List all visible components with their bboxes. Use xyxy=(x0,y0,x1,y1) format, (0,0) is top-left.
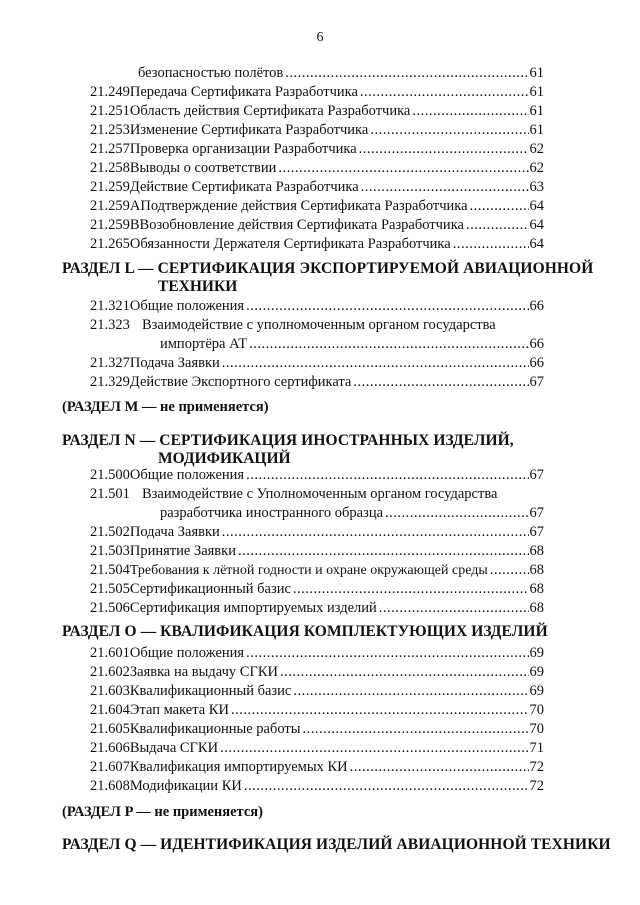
dot-leader xyxy=(453,235,529,254)
toc-entry xyxy=(90,373,544,392)
dot-leader xyxy=(278,159,528,178)
entry-title: Выводы о соответствии xyxy=(129,160,277,176)
toc-entry xyxy=(90,485,497,504)
dot-leader xyxy=(412,102,528,121)
section-p-note: (РАЗДЕЛ P — не применяется) xyxy=(62,804,263,820)
dot-leader xyxy=(490,561,529,580)
toc-entry xyxy=(90,235,544,254)
entry-page: 66 xyxy=(529,336,544,352)
toc-entry xyxy=(90,140,544,159)
toc-entry xyxy=(90,663,544,682)
entry-page: 63 xyxy=(529,179,544,195)
entry-number: 21.253 xyxy=(90,122,130,138)
toc-entry xyxy=(90,561,544,580)
toc-entry xyxy=(90,197,544,216)
toc-entry xyxy=(90,758,544,777)
entry-title: Обязанности Держателя Сертификата Разработчика xyxy=(129,236,451,252)
dot-leader xyxy=(359,140,529,159)
dot-leader xyxy=(285,64,528,83)
entry-title: Действие Сертификата Разработчика xyxy=(129,179,359,195)
entry-page: 70 xyxy=(529,702,544,718)
entry-number: 21.503 xyxy=(90,543,130,559)
entry-title: импортёра АТ xyxy=(160,336,248,352)
entry-title: Передача Сертификата Разработчика xyxy=(129,84,358,100)
section-n-heading-cont: МОДИФИКАЦИЙ xyxy=(158,450,291,467)
dot-leader xyxy=(370,121,528,140)
toc-entry xyxy=(90,159,544,178)
dot-leader xyxy=(246,297,528,316)
entry-title: Подача Заявки xyxy=(129,524,220,540)
entry-page: 69 xyxy=(529,664,544,680)
toc-entry xyxy=(90,739,544,758)
entry-page: 61 xyxy=(529,65,544,81)
entry-page: 68 xyxy=(529,600,544,616)
entry-number: 21.604 xyxy=(90,702,130,718)
entry-number: 21.259 xyxy=(90,179,130,195)
entry-page: 66 xyxy=(529,298,544,314)
entry-number: 21.500 xyxy=(90,467,130,483)
toc-entry xyxy=(90,316,496,335)
entry-title: Действие Экспортного сертификата xyxy=(129,374,352,390)
entry-number: 21.251 xyxy=(90,103,130,119)
entry-page: 72 xyxy=(529,759,544,775)
entry-title: Проверка организации Разработчика xyxy=(129,141,357,157)
entry-page: 64 xyxy=(529,198,544,214)
entry-title: безопасностью полётов xyxy=(138,65,284,81)
dot-leader xyxy=(360,83,529,102)
toc-entry xyxy=(90,580,544,599)
entry-title: Принятие Заявки xyxy=(129,543,236,559)
entry-title: Область действия Сертификата Разработчика xyxy=(129,103,411,119)
dot-leader xyxy=(466,216,529,235)
entry-title: Изменение Сертификата Разработчика xyxy=(129,122,369,138)
entry-number: 21.605 xyxy=(90,721,130,737)
entry-title: разработчика иностранного образца xyxy=(160,505,384,521)
dot-leader xyxy=(293,580,529,599)
section-l-heading: РАЗДЕЛ L — СЕРТИФИКАЦИЯ ЭКСПОРТИРУЕМОЙ АВИАЦИОННОЙ xyxy=(62,260,594,277)
entry-number: 21.602 xyxy=(90,664,130,680)
entry-page: 61 xyxy=(529,122,544,138)
toc-entry xyxy=(90,121,544,140)
entry-title: Выдача СГКИ xyxy=(129,740,219,756)
entry-number: 21.506 xyxy=(90,600,130,616)
entry-number: 21.321 xyxy=(90,298,130,314)
toc-entry xyxy=(90,466,544,485)
toc-entry xyxy=(90,216,544,235)
toc-entry xyxy=(90,354,544,373)
section-n-heading: РАЗДЕЛ N — СЕРТИФИКАЦИЯ ИНОСТРАННЫХ ИЗДЕЛИЙ, xyxy=(62,432,514,449)
entry-number: 21.505 xyxy=(90,581,130,597)
entry-number: 21.259B xyxy=(90,217,140,233)
entry-number: 21.603 xyxy=(90,683,130,699)
dot-leader xyxy=(361,178,529,197)
entry-number: 21.258 xyxy=(90,160,130,176)
entry-number: 21.606 xyxy=(90,740,130,756)
toc-entry xyxy=(90,599,544,618)
entry-page: 62 xyxy=(529,160,544,176)
toc-entry xyxy=(90,682,544,701)
entry-number: 21.323 xyxy=(90,317,130,333)
entry-number: 21.259A xyxy=(90,198,141,214)
toc-entry-continuation xyxy=(160,504,544,523)
entry-number: 21.265 xyxy=(90,236,130,252)
entry-number: 21.329 xyxy=(90,374,130,390)
entry-page: 68 xyxy=(529,562,544,578)
toc-entry-continuation xyxy=(160,335,544,354)
entry-page: 70 xyxy=(529,721,544,737)
page-number: 6 xyxy=(316,30,324,45)
entry-page: 64 xyxy=(529,236,544,252)
toc-entry xyxy=(138,64,544,83)
dot-leader xyxy=(353,373,528,392)
entry-title: Квалификация импортируемых КИ xyxy=(129,759,348,775)
dot-leader xyxy=(246,466,528,485)
dot-leader xyxy=(244,777,529,796)
dot-leader xyxy=(470,197,529,216)
entry-number: 21.501 xyxy=(90,486,130,502)
entry-number: 21.327 xyxy=(90,355,130,371)
section-o-heading: РАЗДЕЛ O — КВАЛИФИКАЦИЯ КОМПЛЕКТУЮЩИХ ИЗДЕЛИЙ xyxy=(62,623,548,640)
entry-title: Взаимодействие с Уполномоченным органом государства xyxy=(142,486,498,502)
dot-leader xyxy=(222,354,529,373)
toc-entry xyxy=(90,102,544,121)
entry-title: Модификации КИ xyxy=(129,778,242,794)
entry-number: 21.249 xyxy=(90,84,130,100)
entry-page: 71 xyxy=(529,740,544,756)
entry-number: 21.601 xyxy=(90,645,130,661)
entry-title: Подтверждение действия Сертификата Разработчика xyxy=(140,198,468,214)
entry-page: 61 xyxy=(529,103,544,119)
entry-title: Общие положения xyxy=(129,467,245,483)
entry-number: 21.504 xyxy=(90,562,130,578)
dot-leader xyxy=(385,504,528,523)
dot-leader xyxy=(238,542,529,561)
toc-entry xyxy=(90,701,544,720)
section-m-note: (РАЗДЕЛ М — не применяется) xyxy=(62,399,269,415)
entry-page: 69 xyxy=(529,645,544,661)
dot-leader xyxy=(222,523,529,542)
dot-leader xyxy=(220,739,528,758)
entry-page: 69 xyxy=(529,683,544,699)
entry-title: Сертификация импортируемых изделий xyxy=(129,600,377,616)
dot-leader xyxy=(231,701,529,720)
entry-title: Этап макета КИ xyxy=(129,702,229,718)
toc-entry xyxy=(90,523,544,542)
entry-title: Сертификационный базис xyxy=(129,581,291,597)
entry-title: Возобновление действия Сертификата Разработчика xyxy=(139,217,464,233)
toc-entry xyxy=(90,644,544,663)
entry-title: Квалификационные работы xyxy=(129,721,301,737)
entry-page: 67 xyxy=(529,524,544,540)
entry-title: Заявка на выдачу СГКИ xyxy=(129,664,278,680)
dot-leader xyxy=(350,758,529,777)
toc-entry xyxy=(90,178,544,197)
entry-page: 64 xyxy=(529,217,544,233)
dot-leader xyxy=(246,644,528,663)
dot-leader xyxy=(249,335,528,354)
entry-page: 68 xyxy=(529,543,544,559)
entry-title: Общие положения xyxy=(129,645,245,661)
toc-entry xyxy=(90,83,544,102)
entry-page: 67 xyxy=(529,467,544,483)
entry-page: 66 xyxy=(529,355,544,371)
entry-title: Общие положения xyxy=(129,298,245,314)
entry-page: 72 xyxy=(529,778,544,794)
entry-page: 67 xyxy=(529,374,544,390)
entry-title: Взаимодействие с уполномоченным органом государства xyxy=(142,317,496,333)
entry-title: Подача Заявки xyxy=(129,355,220,371)
toc-entry xyxy=(90,777,544,796)
dot-leader xyxy=(293,682,528,701)
section-l-heading-cont: ТЕХНИКИ xyxy=(158,278,238,295)
entry-page: 67 xyxy=(529,505,544,521)
dot-leader xyxy=(379,599,529,618)
dot-leader xyxy=(280,663,529,682)
section-q-heading: РАЗДЕЛ Q — ИДЕНТИФИКАЦИЯ ИЗДЕЛИЙ АВИАЦИОННОЙ ТЕХНИКИ xyxy=(62,836,611,853)
entry-page: 62 xyxy=(529,141,544,157)
entry-page: 68 xyxy=(529,581,544,597)
entry-number: 21.257 xyxy=(90,141,130,157)
entry-title: Требования к лётной годности и охране окружающей среды xyxy=(129,563,488,578)
toc-entry xyxy=(90,542,544,561)
entry-title: Квалификационный базис xyxy=(129,683,292,699)
toc-entry xyxy=(90,297,544,316)
entry-number: 21.607 xyxy=(90,759,130,775)
entry-number: 21.502 xyxy=(90,524,130,540)
entry-page: 61 xyxy=(529,84,544,100)
toc-entry xyxy=(90,720,544,739)
entry-number: 21.608 xyxy=(90,778,130,794)
dot-leader xyxy=(302,720,528,739)
